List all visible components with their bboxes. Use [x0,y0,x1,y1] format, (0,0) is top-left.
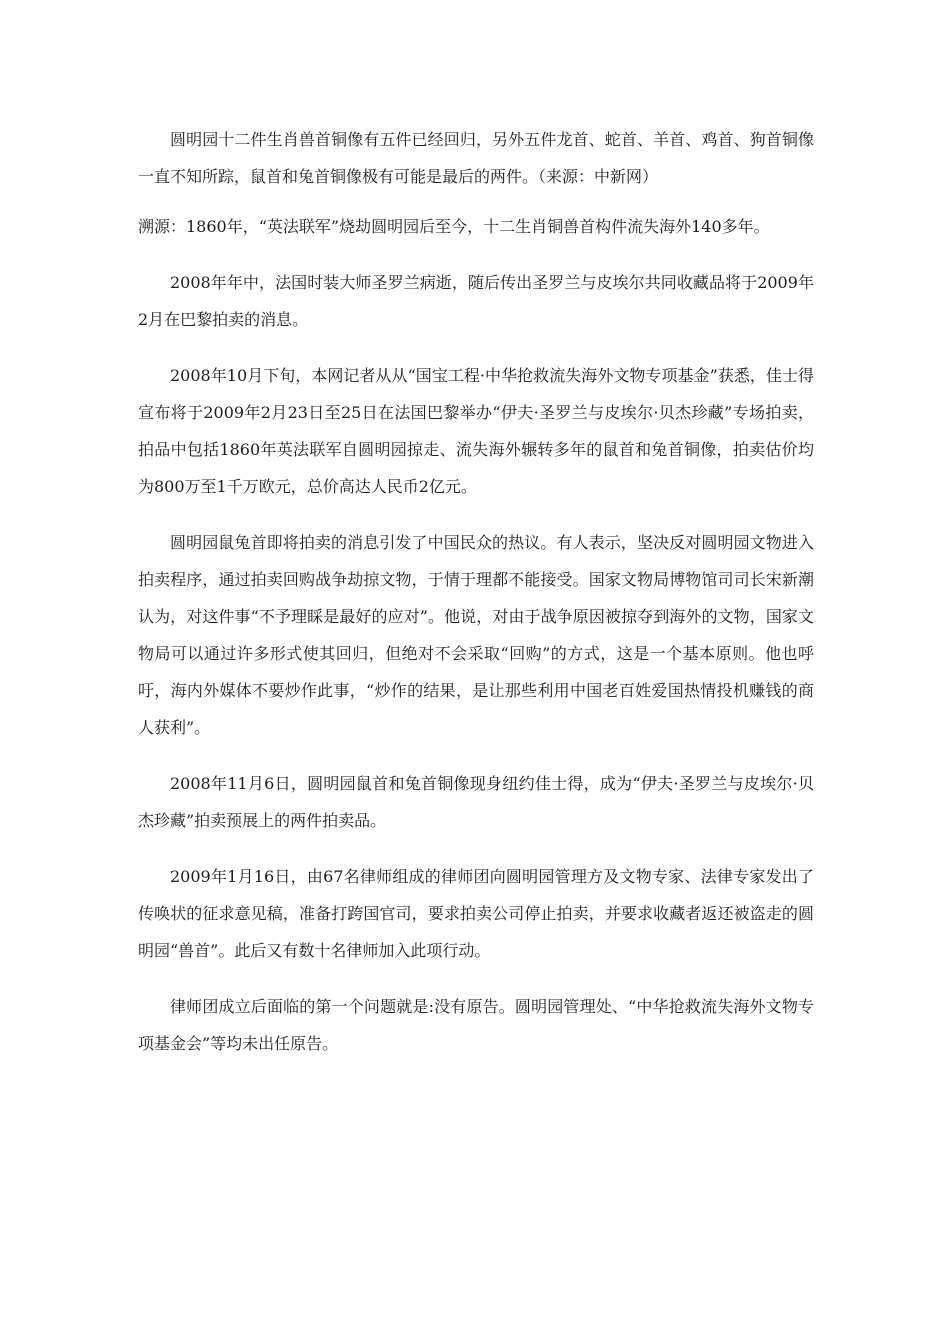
paragraph-intro: 圆明园十二件生肖兽首铜像有五件已经回归，另外五件龙首、蛇首、羊首、鸡首、狗首铜像一直不知所踪，鼠首和兔首铜像极有可能是最后的两件。（来源：中新网） [138,130,814,186]
paragraph-2008-october: 2008年10月下旬，本网记者从从“国宝工程·中华抢救流失海外文物专项基金”获悉，佳士得宣布将于2009年2月23日至25日在法国巴黎举办“伊夫·圣罗兰与皮埃尔·贝杰珍藏”专场拍卖，拍品中包括1860年英法联军自圆明园掠走、流失海外辗转多年的鼠首和兔首铜像，拍卖估价均为800万至1千万欧元，总价高达人民币2亿元。 [138,366,814,496]
paragraph-2008-november: 2008年11月6日，圆明园鼠首和兔首铜像现身纽约佳士得，成为“伊夫·圣罗兰与皮埃尔·贝杰珍藏”拍卖预展上的两件拍卖品。 [138,774,814,830]
paragraph-2009-january: 2009年1月16日，由67名律师组成的律师团向圆明园管理方及文物专家、法律专家发出了传唤状的征求意见稿，准备打跨国官司，要求拍卖公司停止拍卖，并要求收藏者返还被盗走的圆明园“兽首”。此后又有数十名律师加入此项行动。 [138,867,814,960]
paragraph-origin: 溯源：1860年，“英法联军”烧劫圆明园后至今，十二生肖铜兽首构件流失海外140多年。 [138,217,770,236]
paragraph-2008-midyear: 2008年年中，法国时装大师圣罗兰病逝，随后传出圣罗兰与皮埃尔共同收藏品将于2009年2月在巴黎拍卖的消息。 [138,273,814,329]
paragraph-lawyer-team: 律师团成立后面临的第一个问题就是:没有原告。圆明园管理处、“中华抢救流失海外文物专项基金会”等均未出任原告。 [138,997,814,1053]
paragraph-public-debate: 圆明园鼠兔首即将拍卖的消息引发了中国民众的热议。有人表示，坚决反对圆明园文物进入拍卖程序，通过拍卖回购战争劫掠文物，于情于理都不能接受。国家文物局博物馆司司长宋新潮认为，对这件事“不予理睬是最好的应对”。他说，对由于战争原因被掠夺到海外的文物，国家文物局可以通过许多形式使其回归，但绝对不会采取“回购”的方式，这是一个基本原则。他也呼吁，海内外媒体不要炒作此事，“炒作的结果，是让那些利用中国老百姓爱国热情投机赚钱的商人获利”。 [138,533,814,737]
document-body [138,121,814,1062]
